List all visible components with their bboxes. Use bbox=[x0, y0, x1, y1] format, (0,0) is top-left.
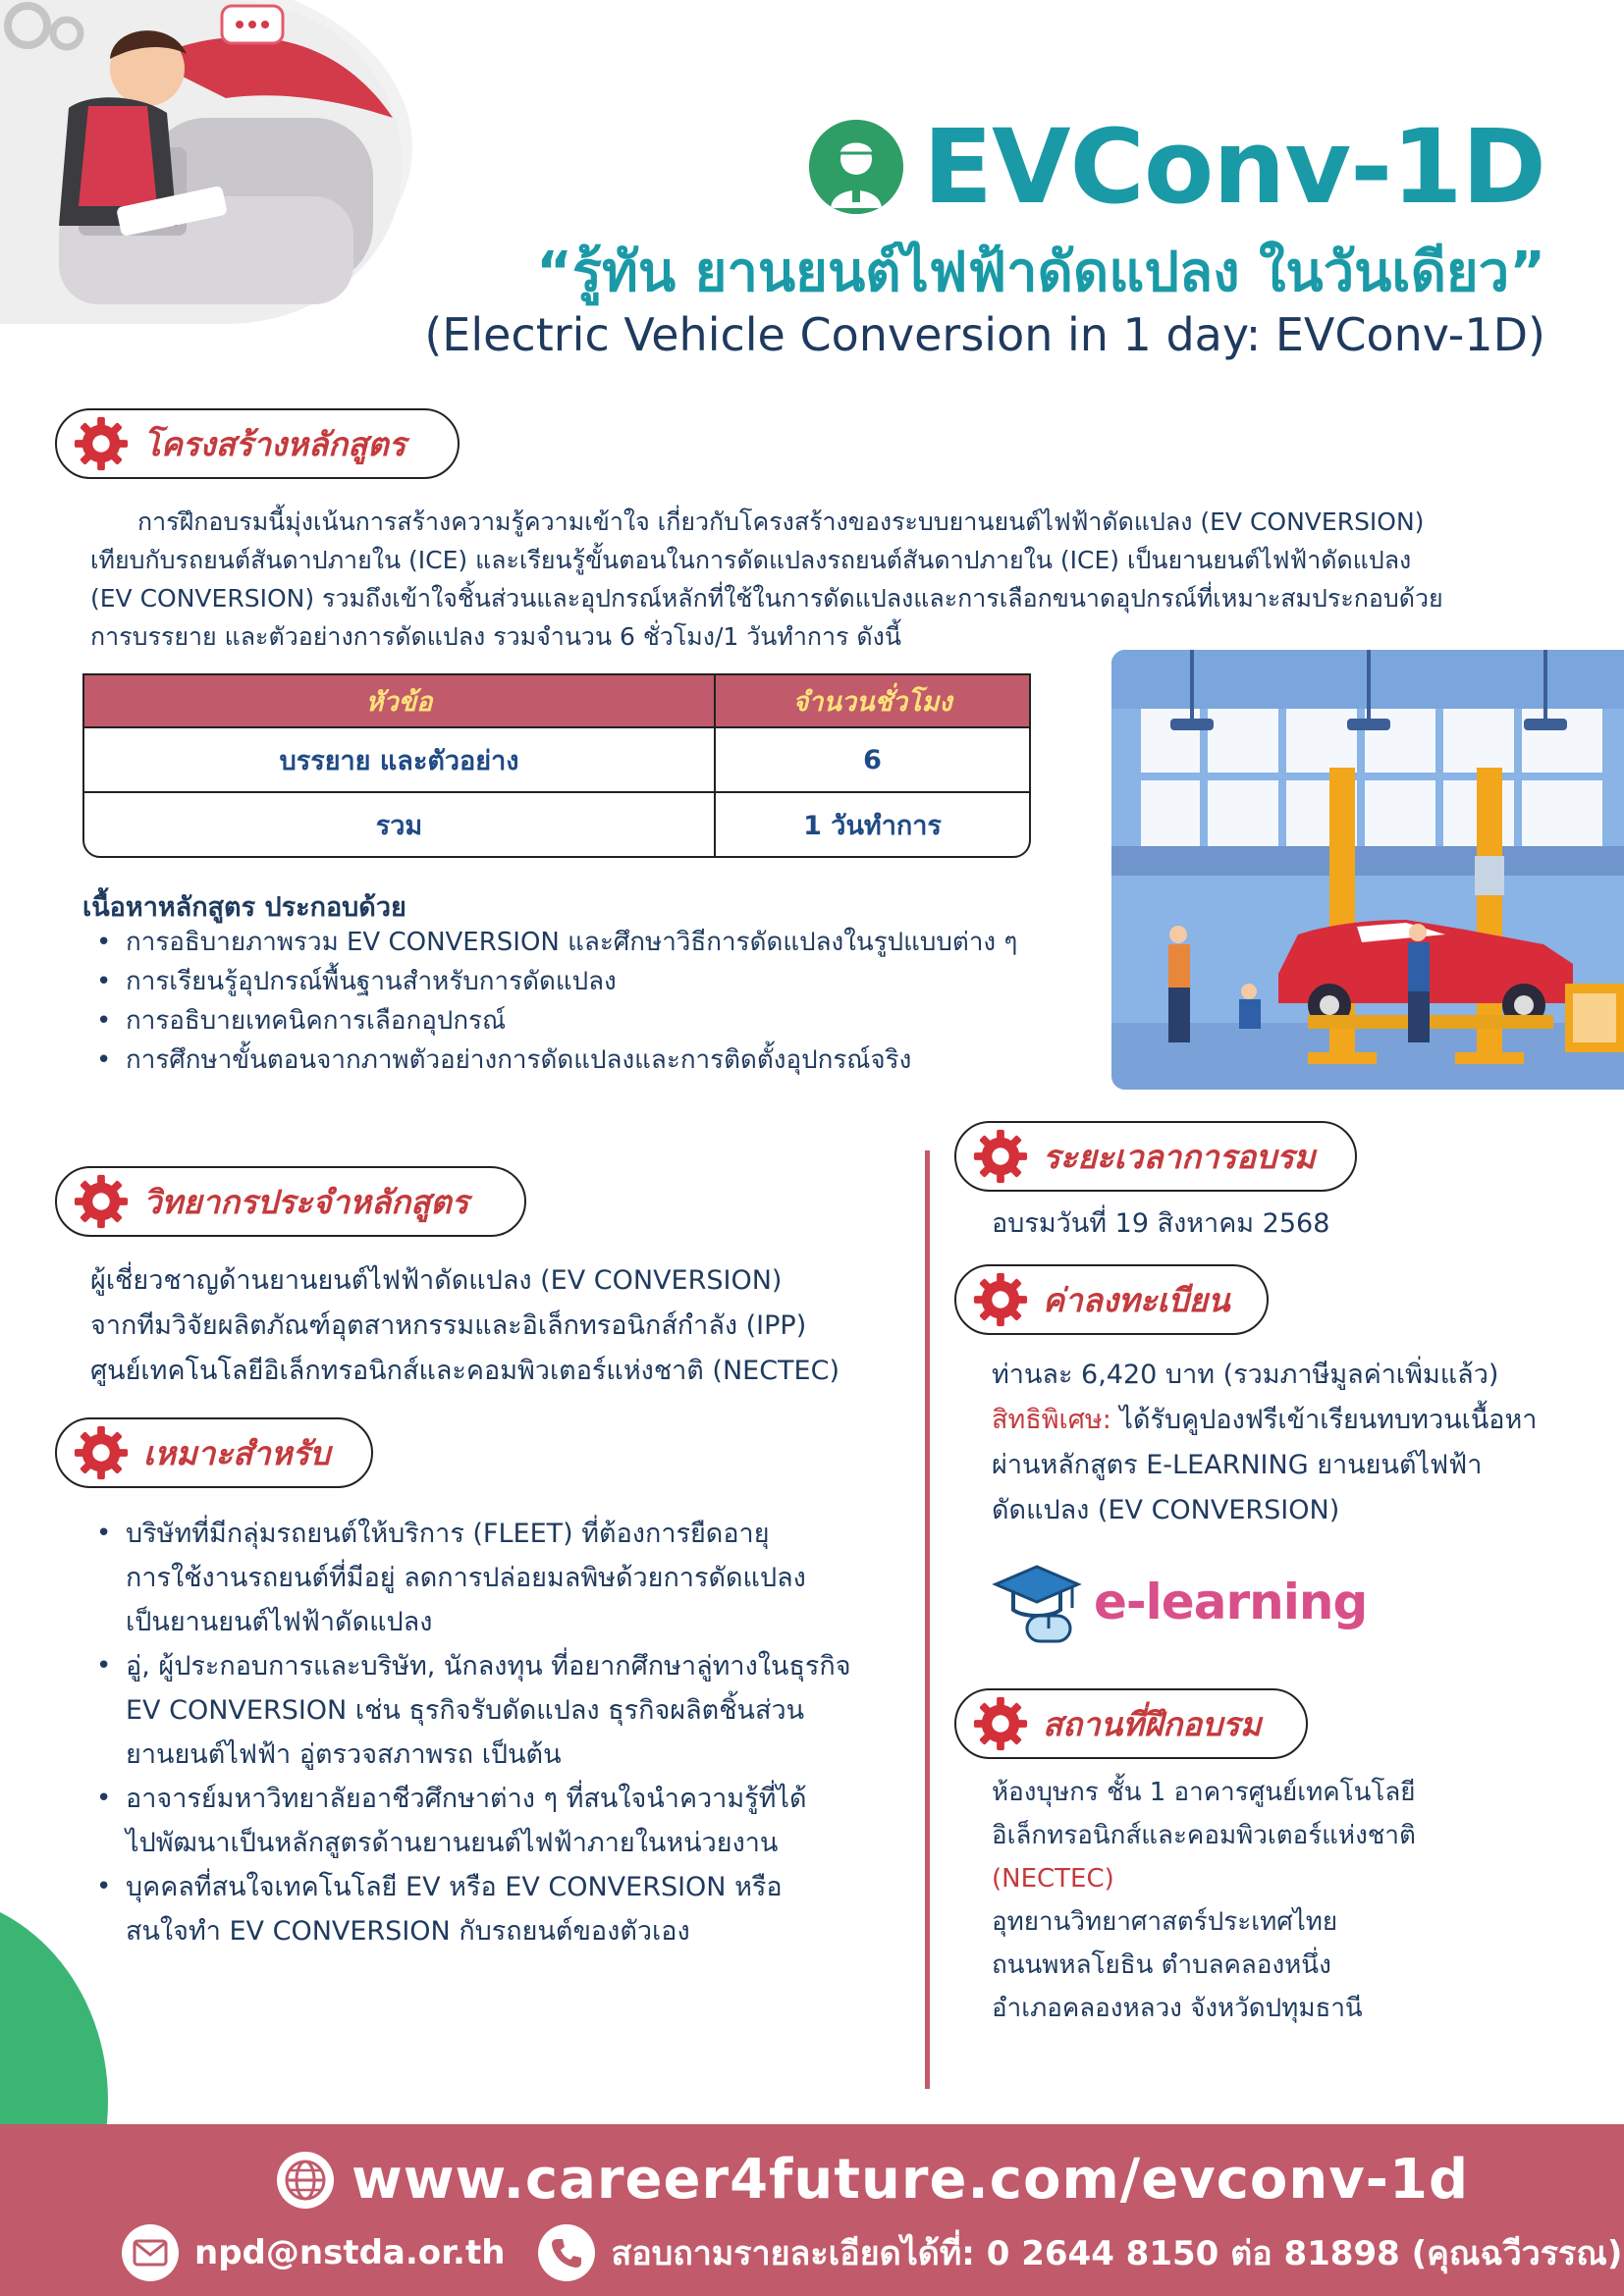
section-venue-title: สถานที่ฝึกอบรม bbox=[1043, 1704, 1262, 1743]
contact-phone[interactable]: สอบถามรายละเอียดได้ที่: 0 2644 8150 ต่อ 81898 (คุณฉวีวรรณ) bbox=[611, 2234, 1623, 2273]
list-item bbox=[82, 1865, 917, 1953]
elearning-word: e-learning bbox=[1094, 1574, 1368, 1630]
section-venue-header bbox=[954, 1688, 1308, 1759]
fee-line: ดัดแปลง (EV CONVERSION) bbox=[992, 1495, 1340, 1525]
mail-icon bbox=[122, 2224, 179, 2281]
section-fee-header bbox=[954, 1264, 1269, 1335]
gear-icon bbox=[972, 1271, 1029, 1328]
audience-line: ไปพัฒนาเป็นหลักสูตรด้านยานยนต์ไฟฟ้าภายในหน่วยงาน bbox=[126, 1828, 779, 1858]
list-item bbox=[82, 1777, 917, 1865]
website-url[interactable]: www.career4future.com/evconv-1d bbox=[352, 2148, 1470, 2212]
section-duration-header bbox=[954, 1121, 1357, 1192]
venue-line: ถนนพหลโยธิน ตำบลคลองหนึ่ง bbox=[992, 1950, 1331, 1980]
section-audience-header bbox=[55, 1417, 373, 1488]
section-structure-title: โครงสร้างหลักสูตร bbox=[143, 424, 406, 463]
content-list bbox=[82, 923, 1104, 1080]
gear-icon bbox=[972, 1695, 1029, 1752]
table-header-hours: จำนวนชั่วโมง bbox=[792, 686, 952, 718]
venue-line: อุทยานวิทยาศาสตร์ประเทศไทย bbox=[992, 1907, 1338, 1937]
audience-line: • อู่, ผู้ประกอบการและบริษัท, นักลงทุน ที่อยากศึกษาลู่ทางในธุรกิจ bbox=[126, 1651, 851, 1682]
fee-price: ท่านละ 6,420 บาท (รวมภาษีมูลค่าเพิ่มแล้ว) bbox=[992, 1360, 1499, 1390]
structure-line: การบรรยาย และตัวอย่างการดัดแปลง รวมจำนวน 6 ชั่วโมง/1 วันทำการ ดังนี้ bbox=[90, 622, 901, 651]
phone-icon bbox=[538, 2224, 595, 2281]
table-header-topic: หัวข้อ bbox=[84, 675, 716, 726]
gear-icon bbox=[73, 415, 130, 472]
venue-line: อิเล็กทรอนิกส์และคอมพิวเตอร์แห่งชาติ bbox=[992, 1821, 1416, 1850]
structure-line: การฝึกอบรมนี้มุ่งเน้นการสร้างความรู้ความเข้าใจ เกี่ยวกับโครงสร้างของระบบยานยนต์ไฟฟ้าดัดแปลง (EV CONVERSION) bbox=[137, 507, 1425, 536]
footer-website[interactable] bbox=[277, 2148, 1469, 2212]
garage-illustration bbox=[1111, 650, 1624, 1090]
speakers-text bbox=[90, 1258, 935, 1394]
audience-line: • บริษัทที่มีกลุ่มรถยนต์ให้บริการ (FLEET) ที่ต้องการยืดอายุ bbox=[126, 1519, 770, 1549]
gear-icon bbox=[73, 1173, 130, 1230]
structure-line: เทียบกับรถยนต์สันดาปภายใน (ICE) และเรียนรู้ขั้นตอนในการดัดแปลงรถยนต์สันดาปภายใน (ICE) เป็นยานยนต์ไฟฟ้าดัดแปลง bbox=[90, 546, 1412, 574]
course-hours-table bbox=[82, 673, 1031, 858]
audience-line: สนใจทำ EV CONVERSION กับรถยนต์ของตัวเอง bbox=[126, 1916, 690, 1947]
globe-icon bbox=[277, 2152, 334, 2209]
speakers-line: จากทีมวิจัยผลิตภัณฑ์อุตสาหกรรมและอิเล็กทรอนิกส์กำลัง (IPP) bbox=[90, 1310, 807, 1341]
speakers-line: ผู้เชี่ยวชาญด้านยานยนต์ไฟฟ้าดัดแปลง (EV CONVERSION) bbox=[90, 1265, 783, 1296]
brand-title: EVConv-1D bbox=[923, 107, 1545, 227]
elearning-logo bbox=[992, 1555, 1367, 1649]
table-cell-hours: 1 วันทำการ bbox=[803, 810, 942, 841]
table-cell-topic: รวม bbox=[84, 793, 716, 856]
audience-line: ยานยนต์ไฟฟ้า อู่ตรวจสภาพรถ เป็นต้น bbox=[126, 1739, 562, 1770]
list-item bbox=[82, 1644, 917, 1777]
fee-text bbox=[992, 1353, 1620, 1533]
mechanic-badge-icon bbox=[809, 120, 903, 214]
brand-row bbox=[809, 107, 1545, 227]
audience-list bbox=[82, 1512, 917, 1953]
list-item: • การอธิบายภาพรวม EV CONVERSION และศึกษาวิธีการดัดแปลงในรูปแบบต่าง ๆ bbox=[82, 923, 1104, 962]
list-item: • การอธิบายเทคนิคการเลือกอุปกรณ์ bbox=[82, 1001, 1104, 1041]
privilege-label: สิทธิพิเศษ: bbox=[992, 1405, 1111, 1435]
audience-line: การใช้งานรถยนต์ที่มีอยู่ ลดการปล่อยมลพิษด้วยการดัดแปลง bbox=[126, 1563, 806, 1593]
venue-line: อำเภอคลองหลวง จังหวัดปทุมธานี bbox=[992, 1994, 1363, 2023]
structure-line: (EV CONVERSION) รวมถึงเข้าใจชิ้นส่วนและอุปกรณ์หลักที่ใช้ในการดัดแปลงและการเลือกขนาดอุปกรณ์ที่เหมาะสมประกอบด้วย bbox=[90, 584, 1443, 613]
table-row bbox=[84, 726, 1029, 791]
section-structure-header bbox=[55, 408, 460, 479]
audience-line: EV CONVERSION เช่น ธุรกิจรับดัดแปลง ธุรกิจผลิตชิ้นส่วน bbox=[126, 1695, 805, 1726]
venue-line: (NECTEC) bbox=[992, 1864, 1114, 1894]
section-duration-title: ระยะเวลาการอบรม bbox=[1043, 1137, 1316, 1176]
column-divider bbox=[925, 1150, 930, 2089]
table-cell-topic: บรรยาย และตัวอย่าง bbox=[84, 728, 716, 791]
venue-line: ห้องบุษกร ชั้น 1 อาคารศูนย์เทคโนโลยี bbox=[992, 1778, 1416, 1807]
list-item: • การเรียนรู้อุปกรณ์พื้นฐานสำหรับการดัดแปลง bbox=[82, 962, 1104, 1001]
subtitle-en: (Electric Vehicle Conversion in 1 day: EVConv-1D) bbox=[424, 308, 1545, 361]
venue-text bbox=[992, 1771, 1600, 2030]
list-item bbox=[82, 1512, 917, 1644]
section-fee-title: ค่าลงทะเบียน bbox=[1043, 1280, 1230, 1319]
section-audience-title: เหมาะสำหรับ bbox=[143, 1433, 331, 1472]
gear-icon bbox=[972, 1128, 1029, 1185]
audience-line: • อาจารย์มหาวิทยาลัยอาชีวศึกษาต่าง ๆ ที่สนใจนำความรู้ที่ได้ bbox=[126, 1784, 807, 1814]
audience-line: เป็นยานยนต์ไฟฟ้าดัดแปลง bbox=[126, 1607, 433, 1637]
mechanic-illustration bbox=[0, 0, 412, 324]
structure-paragraph bbox=[90, 503, 1563, 656]
tagline: “รู้ทัน ยานยนต์ไฟฟ้าดัดแปลง ในวันเดียว” bbox=[536, 240, 1545, 304]
section-speakers-header bbox=[55, 1166, 526, 1237]
list-item: • การศึกษาขั้นตอนจากภาพตัวอย่างการดัดแปลงและการติดตั้งอุปกรณ์จริง bbox=[82, 1041, 1104, 1080]
section-speakers-title: วิทยากรประจำหลักสูตร bbox=[143, 1182, 469, 1221]
table-cell-hours: 6 bbox=[863, 744, 882, 775]
table-row bbox=[84, 791, 1029, 856]
privilege-text: ได้รับคูปองฟรีเข้าเรียนทบทวนเนื้อหา bbox=[1110, 1405, 1538, 1435]
gear-icon bbox=[73, 1424, 130, 1481]
contact-email[interactable]: npd@nstda.or.th bbox=[194, 2233, 506, 2272]
speakers-line: ศูนย์เทคโนโลยีอิเล็กทรอนิกส์และคอมพิวเตอร์แห่งชาติ (NECTEC) bbox=[90, 1356, 840, 1386]
table-header-row bbox=[84, 675, 1029, 726]
fee-privilege bbox=[992, 1398, 1620, 1443]
audience-line: • บุคคลที่สนใจเทคโนโลยี EV หรือ EV CONVERSION หรือ bbox=[126, 1872, 783, 1902]
graduation-cap-icon bbox=[992, 1555, 1086, 1649]
content-title: เนื้อหาหลักสูตร ประกอบด้วย bbox=[82, 892, 406, 923]
duration-text: อบรมวันที่ 19 สิงหาคม 2568 bbox=[992, 1208, 1330, 1239]
footer-contacts bbox=[122, 2224, 1622, 2281]
fee-line: ผ่านหลักสูตร E-LEARNING ยานยนต์ไฟฟ้า bbox=[992, 1450, 1483, 1480]
